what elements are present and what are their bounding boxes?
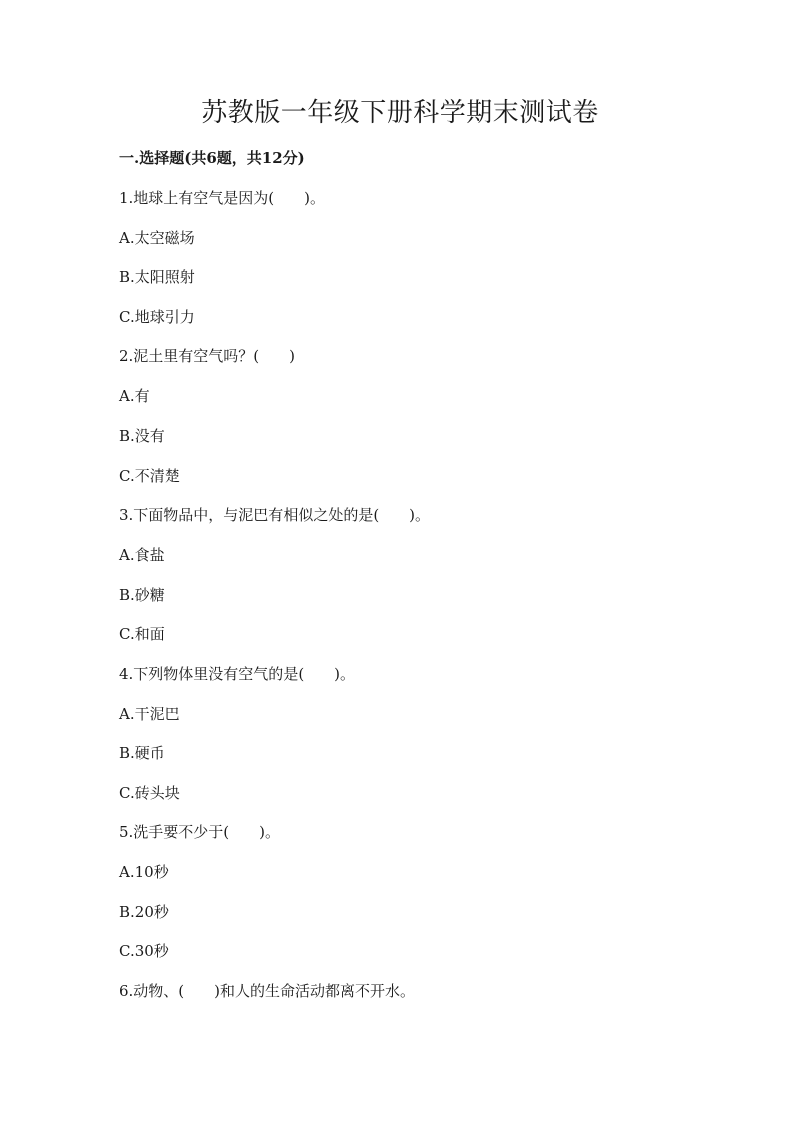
option-text: B.砂糖	[119, 586, 165, 604]
option-text: A.食盐	[119, 546, 165, 564]
question-stem: 4.下列物体里没有空气的是( )。	[119, 665, 356, 683]
option-text: C.地球引力	[119, 308, 195, 326]
option-text: B.太阳照射	[119, 268, 195, 286]
section-heading: 一.选择题(共6题，共12分)	[119, 149, 305, 167]
option-text: C.砖头块	[119, 784, 180, 802]
option-text: B.硬币	[119, 744, 165, 762]
option-text: B.没有	[119, 427, 165, 445]
option-text: C.30秒	[119, 942, 169, 960]
option-text: C.和面	[119, 625, 165, 643]
question-stem: 1.地球上有空气是因为( )。	[119, 189, 326, 207]
question-stem: 2.泥土里有空气吗？( )	[119, 347, 296, 365]
option-text: A.干泥巴	[119, 705, 180, 723]
option-text: A.有	[119, 387, 150, 405]
option-text: A.太空磁场	[119, 229, 195, 247]
question-stem: 6.动物、( )和人的生命活动都离不开水。	[119, 982, 416, 1000]
question-stem: 5.洗手要不少于( )。	[119, 823, 281, 841]
option-text: A.10秒	[119, 863, 169, 881]
exam-title: 苏教版一年级下册科学期末测试卷	[201, 98, 599, 128]
question-stem: 3.下面物品中，与泥巴有相似之处的是( )。	[119, 506, 431, 524]
option-text: B.20秒	[119, 903, 169, 921]
option-text: C.不清楚	[119, 467, 180, 485]
